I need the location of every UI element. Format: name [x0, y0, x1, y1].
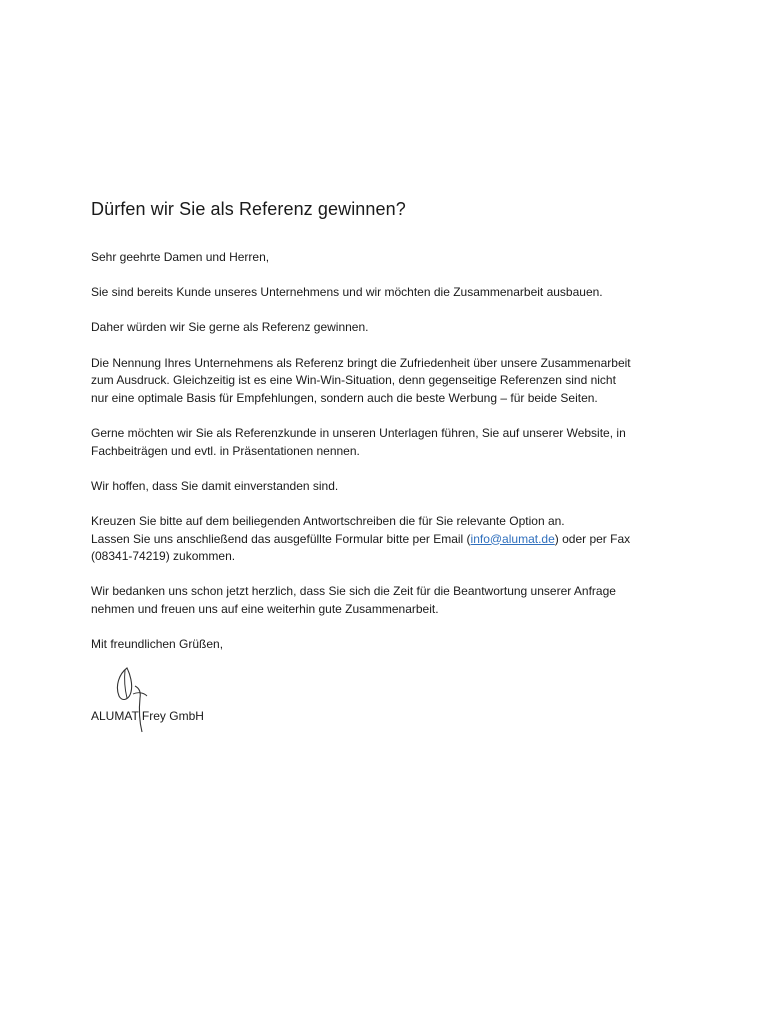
paragraph-2: Daher würden wir Sie gerne als Referenz gewinnen.	[91, 320, 369, 335]
letter-title: Dürfen wir Sie als Referenz gewinnen?	[91, 199, 406, 219]
paragraph-7	[91, 583, 691, 618]
paragraph-4	[91, 425, 691, 460]
letter-body	[91, 196, 691, 671]
company-name: ALUMAT Frey GmbH	[91, 709, 204, 723]
salutation: Sehr geehrte Damen und Herren,	[91, 250, 270, 264]
closing: Mit freundlichen Grüßen,	[91, 637, 224, 652]
email-link[interactable]: info@alumat.de	[470, 531, 555, 546]
paragraph-5: Wir hoffen, dass Sie damit einverstanden sind.	[91, 478, 339, 493]
paragraph-3-line-3: nur eine optimale Basis für Empfehlungen, sondern auch die beste Werbung – für beide Seiten.	[91, 390, 598, 405]
paragraph-4-line-2: Fachbeiträgen und evtl. in Präsentationen nennen.	[91, 443, 360, 458]
paragraph-6-line-2-prefix: Lassen Sie uns anschließend das ausgefüllte Formular bitte per Email (	[91, 531, 471, 546]
paragraph-3-line-2: zum Ausdruck. Gleichzeitig ist es eine Win-Win-Situation, denn gegenseitige Referenzen sind nicht	[91, 373, 616, 388]
paragraph-7-line-2: nehmen und freuen uns auf eine weiterhin gute Zusammenarbeit.	[91, 601, 439, 616]
paragraph-6	[91, 513, 691, 566]
paragraph-1: Sie sind bereits Kunde unseres Unternehmens und wir möchten die Zusammenarbeit ausbauen.	[91, 285, 603, 300]
paragraph-4-line-1: Gerne möchten wir Sie als Referenzkunde in unseren Unterlagen führen, Sie auf unserer Website, in	[91, 425, 626, 440]
paragraph-6-line-1: Kreuzen Sie bitte auf dem beiliegenden Antwortschreiben die für Sie relevante Option an.	[91, 513, 565, 528]
paragraph-3-line-1: Die Nennung Ihres Unternehmens als Referenz bringt die Zufriedenheit über unsere Zusammenarbeit	[91, 355, 631, 370]
paragraph-6-line-2	[91, 531, 691, 549]
paragraph-7-line-1: Wir bedanken uns schon jetzt herzlich, dass Sie sich die Zeit für die Beantwortung unserer Anfrage	[91, 584, 616, 599]
paragraph-3	[91, 355, 691, 408]
paragraph-6-line-2-suffix: ) oder per Fax	[554, 531, 631, 546]
paragraph-6-line-3: (08341-74219) zukommen.	[91, 549, 236, 564]
